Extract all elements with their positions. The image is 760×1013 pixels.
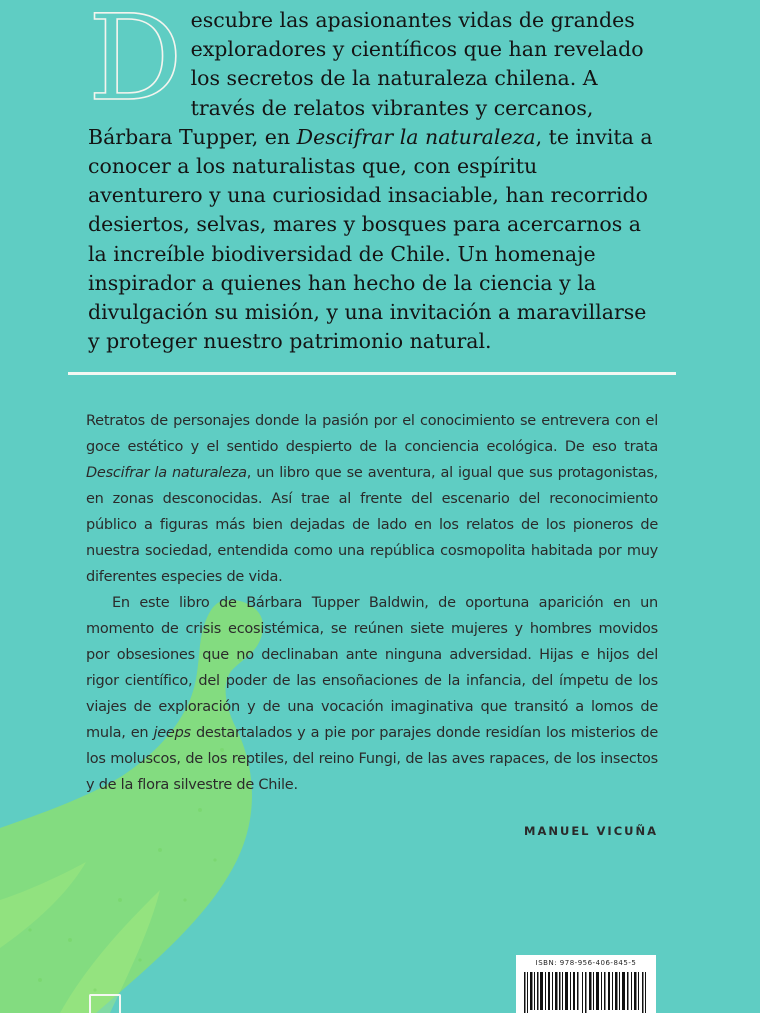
review-text bbox=[86, 408, 658, 798]
blurb-paragraph bbox=[88, 0, 658, 356]
review-p1-italic: Descifrar la naturaleza bbox=[86, 465, 247, 481]
drop-cap: D bbox=[88, 0, 183, 127]
review-paragraph-1 bbox=[86, 408, 658, 590]
review-p1-part-a: Retratos de personajes donde la pasión por el conocimiento se entrevera con el goce estético y el sentido despierto de la conciencia ecológica. De eso trata bbox=[86, 413, 658, 455]
book-title-italic: Descifrar la naturaleza bbox=[296, 124, 536, 149]
isbn-number: ISBN: 978-956-406-845-5 bbox=[535, 959, 637, 967]
blurb-text-part1: escubre las apasionantes vidas de grandes exploradores y científicos que han revelado los secretos de la naturaleza chilena. A través de relatos vibrantes y cercanos, Bárbara Tupper, en bbox=[88, 8, 644, 149]
review-p2-part-b: destartalados y a pie por parajes donde residían los misterios de los moluscos, de los reptiles, del reino Fungi, de las aves rapaces, de los insectos y de la flora silvestre de Chile. bbox=[86, 725, 659, 793]
review-p1-part-b: , un libro que se aventura, al igual que sus protagonistas, en zonas desconocidas. Así trae al frente del escenario del reconocimiento público a figuras más bien dejadas de lado en los relatos de los pioneros de nuestra sociedad, entendida como una república cosmopolita habitada por muy diferentes especies de vida. bbox=[86, 465, 658, 585]
barcode-bars bbox=[524, 972, 648, 1013]
divider-line bbox=[68, 372, 676, 375]
blurb-text-part2: , te invita a conocer a los naturalistas que, con espíritu aventurero y una curiosidad insaciable, han recorrido desiertos, selvas, mares y bosques para acercarnos a la increíble biodiversidad de Chile. Un homenaje inspirador a quienes han hecho de la ciencia y la divulgación su misión, y una invitación a maravillarse y proteger nuestro patrimonio natural. bbox=[88, 124, 653, 354]
publisher-logo-icon bbox=[89, 994, 121, 1013]
review-author: MANUEL VICUÑA bbox=[524, 824, 658, 838]
review-p2-italic: jeeps bbox=[153, 725, 191, 741]
barcode-icon bbox=[516, 955, 656, 1013]
review-paragraph-2 bbox=[86, 590, 658, 798]
review-p2-part-a: En este libro de Bárbara Tupper Baldwin, de oportuna aparición en un momento de crisis ecosistémica, se reúnen siete mujeres y hombres movidos por obsesiones que no declinaban ante ninguna adversidad. Hijas e hijos del rigor científico, del poder de las ensoñaciones de la infancia, del ímpetu de los viajes de exploración y de una vocación imaginativa que transitó a lomos de mula, en bbox=[86, 595, 658, 741]
